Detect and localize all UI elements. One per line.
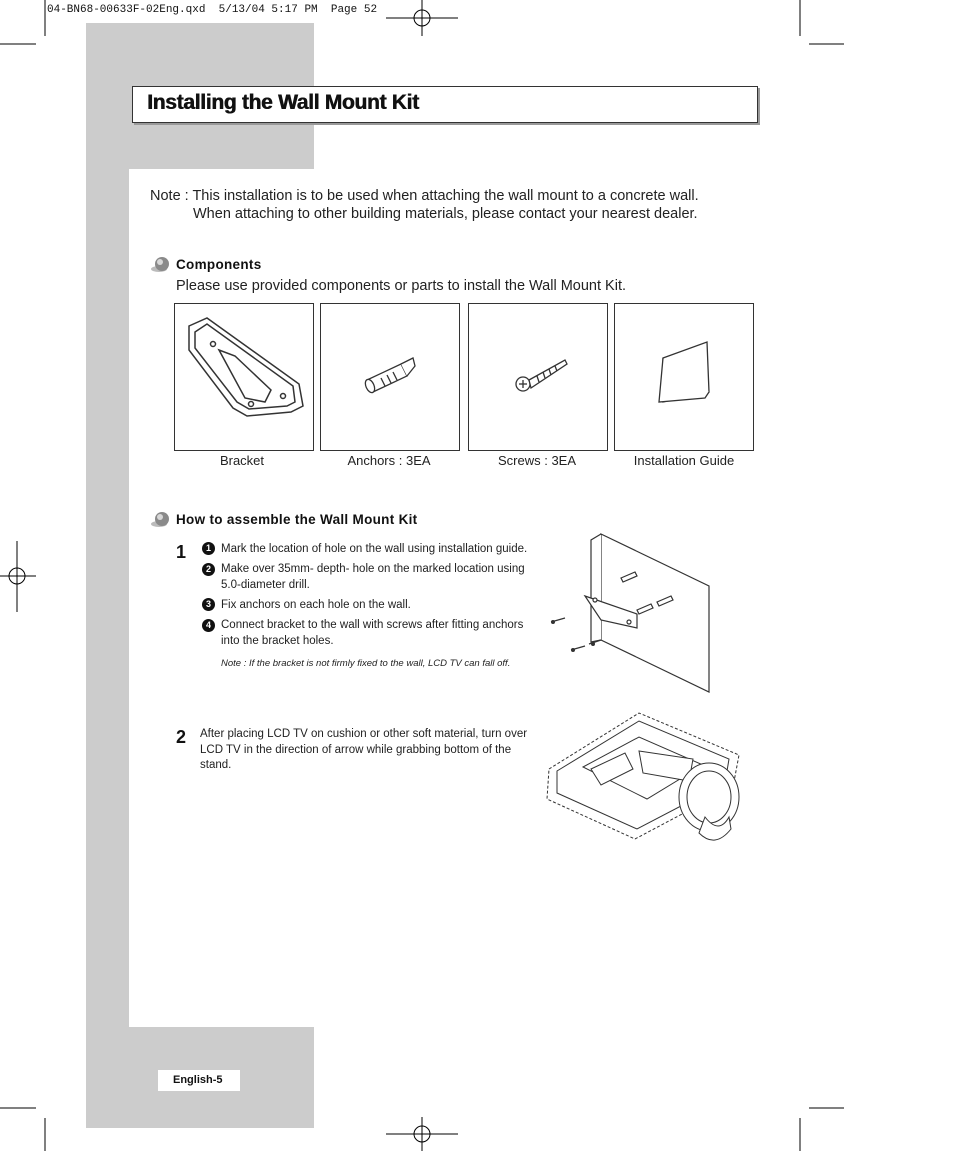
screws-image [468, 303, 608, 451]
bullet-4: 4 [202, 619, 215, 632]
page-number: English-5 [173, 1074, 223, 1086]
bullet-2: 2 [202, 563, 215, 576]
print-slug: 04-BN68-00633F-02Eng.qxd 5/13/04 5:17 PM Page 52 [47, 4, 378, 16]
bracket-icon [175, 304, 313, 450]
step-1-bullet-4: Connect bracket to the wall with screws after fitting anchors into the bracket holes. [221, 619, 524, 647]
bracket-image [174, 303, 314, 451]
step-1-bullet-1: Mark the location of hole on the wall using installation guide. [221, 543, 528, 555]
components-heading: Components [176, 257, 262, 272]
globe-bullet-icon [150, 511, 172, 529]
anchor-icon [321, 304, 459, 450]
step-1-bullet-3: Fix anchors on each hole on the wall. [221, 599, 411, 611]
anchors-image [320, 303, 460, 451]
step-1-bullet-2: Make over 35mm- depth- hole on the marked location using 5.0-diameter drill. [221, 563, 525, 591]
bullet-3: 3 [202, 598, 215, 611]
globe-bullet-icon [150, 256, 172, 274]
guide-icon [615, 304, 753, 450]
component-label-anchors: Anchors : 3EA [347, 453, 431, 468]
note-line-2: When attaching to other building materials, please contact your nearest dealer. [193, 206, 698, 222]
assemble-heading: How to assemble the Wall Mount Kit [176, 512, 418, 527]
screw-icon [469, 304, 607, 450]
wall-mount-illustration [545, 530, 715, 698]
step-2-number: 2 [176, 727, 187, 747]
components-intro: Please use provided components or parts to install the Wall Mount Kit. [176, 278, 626, 294]
tv-flip-illustration [543, 707, 743, 852]
component-label-guide: Installation Guide [633, 453, 735, 468]
note-line-1: Note : This installation is to be used when attaching the wall mount to a concrete wall. [150, 188, 699, 204]
component-label-screws: Screws : 3EA [497, 453, 577, 468]
guide-image [614, 303, 754, 451]
page-title: Installing the Wall Mount Kit [147, 91, 419, 114]
component-label-bracket: Bracket [219, 453, 265, 468]
step-1-note: Note : If the bracket is not firmly fixed to the wall, LCD TV can fall off. [221, 658, 511, 669]
page-number-badge [158, 1070, 240, 1091]
bullet-1: 1 [202, 542, 215, 555]
title-box [132, 86, 758, 123]
step-2-text: After placing LCD TV on cushion or other soft material, turn over LCD TV in the direction of arrow while grabbing bottom of the stand. [200, 728, 528, 771]
step-1-number: 1 [176, 542, 187, 562]
